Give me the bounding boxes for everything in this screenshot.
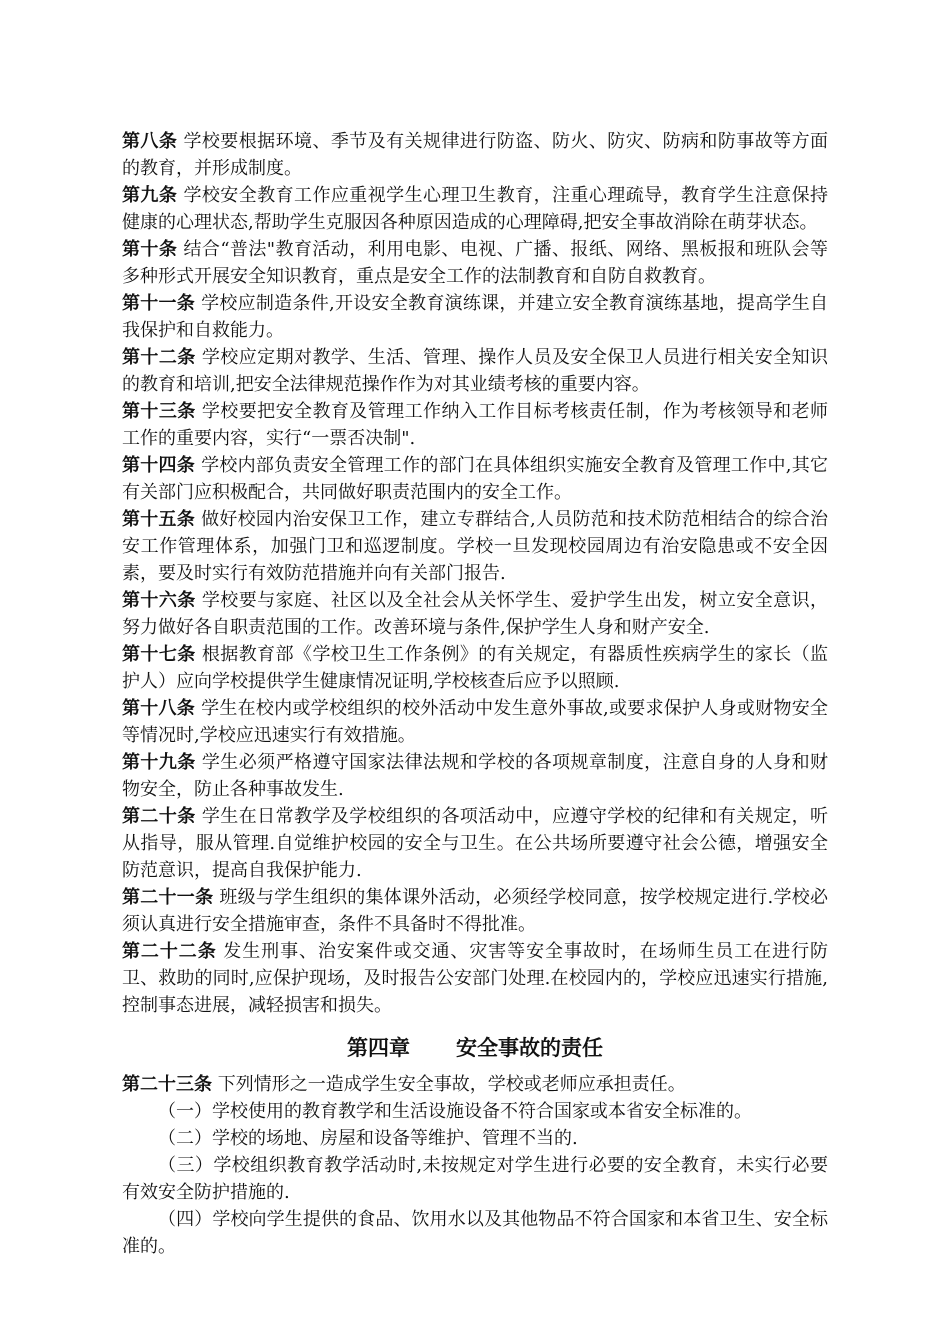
article-12	[122, 344, 828, 398]
article-22	[122, 938, 828, 1019]
article-text: 发生刑事、治安案件或交通、灾害等安全事故时，在场师生员工在进行防卫、救助的同时,应保护现场，及时报告公安部门处理.在校园内的，学校应迅速实行措施,控制事态进展，减轻损害和损失。	[122, 941, 829, 1016]
article-text: 学校安全教育工作应重视学生心理卫生教育，注重心理疏导，教育学生注意保持健康的心理状态,帮助学生克服因各种原因造成的心理障碍,把安全事故消除在萌芽状态。	[122, 185, 829, 233]
article-text: 学校要与家庭、社区以及全社会从关怀学生、爱护学生出发，树立安全意识，努力做好各自职责范围的工作。改善环境与条件,保护学生人身和财产安全.	[122, 590, 828, 638]
chapter-number: 第四章	[347, 1036, 410, 1060]
article-label: 第十九条	[122, 752, 196, 773]
list-item: （一）学校使用的教育教学和生活设施设备不符合国家或本省安全标准的。	[158, 1101, 752, 1122]
article-10	[122, 236, 828, 290]
article-text: 结合“普法"教育活动，利用电影、电视、广播、报纸、网络、黑板报和班队会等多种形式开展安全知识教育，重点是安全工作的法制教育和自防自救教育。	[122, 239, 828, 287]
article-label: 第十八条	[122, 698, 196, 719]
article-label: 第十七条	[122, 644, 196, 665]
article-19	[122, 749, 828, 803]
article-label: 第十五条	[122, 509, 196, 530]
article-14	[122, 452, 828, 506]
article-label: 第二十三条	[122, 1074, 212, 1095]
article-17	[122, 641, 828, 695]
article-text: 学校应制造条件,开设安全教育演练课，并建立安全教育演练基地，提高学生自我保护和自救能力。	[122, 293, 829, 341]
article-text: 学校内部负责安全管理工作的部门在具体组织实施安全教育及管理工作中,其它有关部门应积极配合，共同做好职责范围内的安全工作。	[122, 455, 829, 503]
article-label: 第二十一条	[122, 887, 214, 908]
chapter-title: 安全事故的责任	[456, 1036, 603, 1060]
article-text: 学校应定期对教学、生活、管理、操作人员及安全保卫人员进行相关安全知识的教育和培训,把安全法律规范操作作为对其业绩考核的重要内容。	[122, 347, 828, 395]
article-label: 第十四条	[122, 455, 196, 476]
article-label: 第二十二条	[122, 941, 217, 962]
article-text: 做好校园内治安保卫工作，建立专群结合,人员防范和技术防范相结合的综合治安工作管理体系，加强门卫和巡逻制度。学校一旦发现校园周边有治安隐患或不安全因素，要及时实行有效防范措施并向有关部门报告.	[122, 509, 829, 584]
article-16	[122, 587, 828, 641]
article-text: 学生在校内或学校组织的校外活动中发生意外事故,或要求保护人身或财物安全等情况时,学校应迅速实行有效措施。	[122, 698, 829, 746]
article-label: 第十二条	[122, 347, 196, 368]
article-label: 第二十条	[122, 806, 196, 827]
article-11	[122, 290, 828, 344]
article-label: 第十三条	[122, 401, 196, 422]
article-21	[122, 884, 828, 938]
article-label: 第十一条	[122, 293, 196, 314]
article-text: 根据教育部《学校卫生工作条例》的有关规定，有器质性疾病学生的家长（监护人）应向学校提供学生健康情况证明,学校核查后应予以照顾.	[122, 644, 828, 692]
article-label: 第八条	[122, 131, 178, 152]
article-20	[122, 803, 828, 884]
article-9	[122, 182, 828, 236]
article-text: 下列情形之一造成学生安全事故，学校或老师应承担责任。	[217, 1074, 686, 1095]
article-8	[122, 128, 828, 182]
document-page	[122, 128, 828, 1260]
list-item: （三）学校组织教育教学活动时,未按规定对学生进行必要的安全教育，未实行必要有效安全防护措施的.	[122, 1155, 828, 1203]
article-text: 学校要根据环境、季节及有关规律进行防盗、防火、防灾、防病和防事故等方面的教育，并形成制度。	[122, 131, 829, 179]
article-text: 学生必须严格遵守国家法律法规和学校的各项规章制度，注意自身的人身和财物安全，防止各种事故发生.	[122, 752, 828, 800]
article-label: 第十六条	[122, 590, 196, 611]
list-item: （二）学校的场地、房屋和设备等维护、管理不当的.	[158, 1128, 578, 1149]
chapter-heading	[122, 1033, 828, 1063]
article-18	[122, 695, 828, 749]
article-23	[122, 1071, 828, 1098]
article-text: 学生在日常教学及学校组织的各项活动中，应遵守学校的纪律和有关规定，听从指导，服从管理.自觉维护校园的安全与卫生。在公共场所要遵守社会公德，增强安全防范意识，提高自我保护能力.	[122, 806, 828, 881]
article-13	[122, 398, 828, 452]
list-item: （四）学校向学生提供的食品、饮用水以及其他物品不符合国家和本省卫生、安全标准的。	[122, 1209, 828, 1257]
article-label: 第十条	[122, 239, 178, 260]
article-text: 学校要把安全教育及管理工作纳入工作目标考核责任制，作为考核领导和老师工作的重要内容，实行“一票否决制".	[122, 401, 828, 449]
article-15	[122, 506, 828, 587]
article-label: 第九条	[122, 185, 178, 206]
article-text: 班级与学生组织的集体课外活动，必须经学校同意，按学校规定进行.学校必须认真进行安全措施审查，条件不具备时不得批准。	[122, 887, 829, 935]
